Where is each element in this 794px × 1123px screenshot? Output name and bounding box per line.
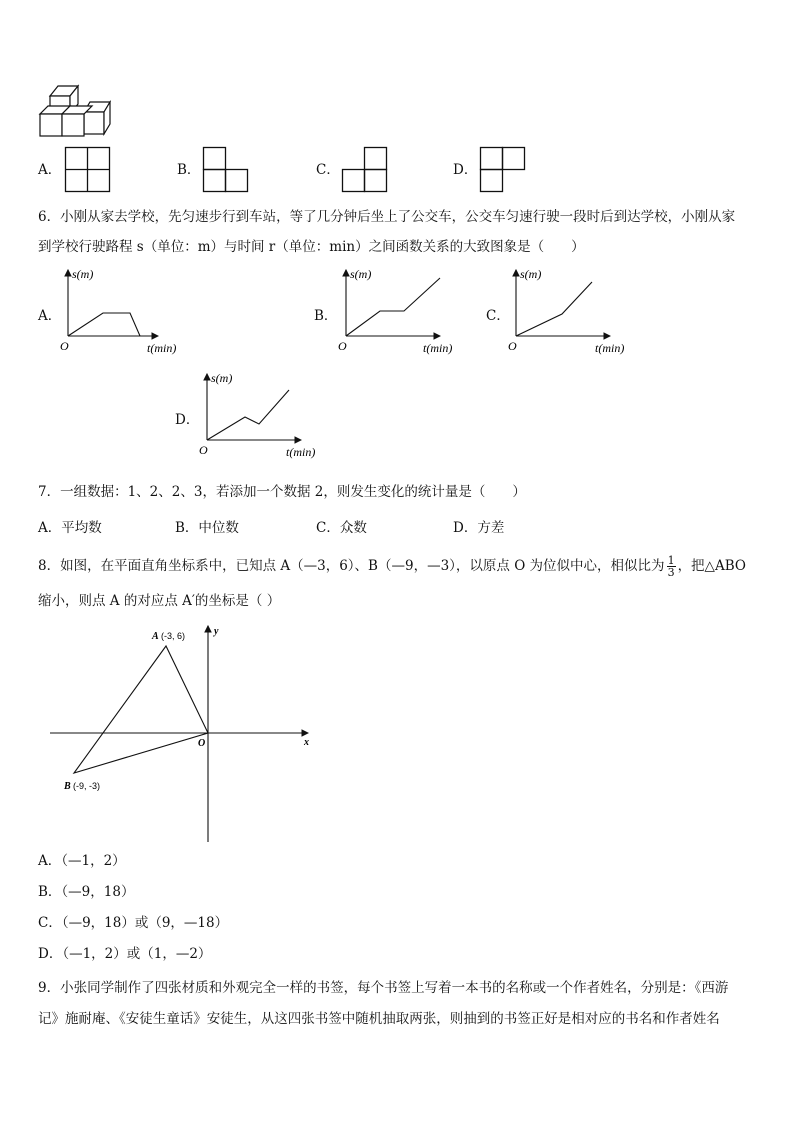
q5-option-b-view[interactable] [203,147,249,193]
q5-option-c-label: C． [316,162,340,178]
q5-option-a-label: A． [38,162,62,178]
q7-stem: 7．一组数据：1、2、2、3，若添加一个数据 2，则发生变化的统计量是（ ） [38,484,526,500]
q6-graph-b[interactable] [336,262,466,358]
q7-option-a[interactable]: A．平均数 [38,520,102,536]
q7-option-b[interactable]: B．中位数 [175,520,239,536]
q5-option-a-view[interactable] [65,147,111,193]
q6a-ylabel: s(m) [72,267,94,281]
q6c-xlabel: t(min) [595,341,625,355]
q8-triangle-abo [74,646,208,773]
q8-stem-part2: ，把△ABO [677,558,746,574]
q8-stem-line1 [38,555,746,578]
q8-coordinate-figure [40,620,330,848]
q7-option-c[interactable]: C．众数 [316,520,367,536]
q6d-ylabel: s(m) [211,371,233,385]
q8-y-axis-label: y [214,626,219,637]
q5-option-b-label: B． [177,162,201,178]
q6-option-b-label: B． [314,308,338,324]
q6a-origin: O [60,339,69,353]
q5-option-c-view[interactable] [342,147,388,193]
q9-stem-line1: 9．小张同学制作了四张材质和外观完全一样的书签，每个书签上写着一本书的名称或一个作者姓名，分别是：《西游 [38,980,729,996]
q6-stem-line1: 6．小刚从家去学校，先匀速步行到车站，等了几分钟后坐上了公交车，公交车匀速行驶一段时后到达学校，小刚从家 [38,209,736,225]
cube-solid-figure [38,78,110,138]
q8-point-a-label: A [152,631,159,642]
q8-stem-line2: 缩小，则点 A 的对应点 A′的坐标是（ ） [38,593,281,609]
q8-point-b-coord: (-9, -3) [73,781,100,791]
q6b-ylabel: s(m) [350,267,372,281]
q6b-xlabel: t(min) [423,341,453,355]
q8-point-a-coord: (-3, 6) [161,631,186,641]
q5-option-d-label: D． [453,162,478,178]
q6d-xlabel: t(min) [286,445,316,459]
q6c-origin: O [508,339,517,353]
q8-ratio-denominator: 3 [667,566,675,579]
q6-graph-d[interactable] [197,366,327,462]
q6-graph-c[interactable] [506,262,636,358]
q6d-origin: O [199,443,208,457]
q6c-ylabel: s(m) [520,267,542,281]
q5-option-d-view[interactable] [480,147,526,193]
q6-graph-a[interactable] [58,262,188,358]
q6a-xlabel: t(min) [147,341,177,355]
q7-option-d[interactable]: D．方差 [453,520,505,536]
q6-option-d-label: D． [175,412,200,428]
q8-option-c[interactable]: C．（—9，18）或（9，—18） [38,915,229,931]
q6-stem-line2: 到学校行驶路程 s（单位：m）与时间 r（单位：min）之间函数关系的大致图象是（ ） [38,239,585,255]
q8-origin-label: O [198,738,206,749]
q6b-origin: O [338,339,347,353]
q6-option-a-label: A． [38,308,62,324]
q8-stem-part1: 8．如图，在平面直角坐标系中，已知点 A（—3，6）、B（—9，—3），以原点 O 为位似中心，相似比为 [38,558,665,574]
q8-ratio-numerator: 1 [667,554,675,567]
q6-option-c-label: C． [486,308,510,324]
q8-option-b[interactable]: B．（—9，18） [38,884,135,900]
q8-point-b-label: B [64,781,71,792]
q8-option-d[interactable]: D．（—1，2）或（1，—2） [38,946,212,962]
q8-option-a[interactable]: A．（—1，2） [38,853,126,869]
q8-ratio-fraction [667,555,676,578]
q8-x-axis-label: x [304,737,309,748]
q9-stem-line2: 记》施耐庵、《安徒生童话》安徒生，从这四张书签中随机抽取两张，则抽到的书签正好是相对应的书名和作者姓名 [38,1011,720,1027]
